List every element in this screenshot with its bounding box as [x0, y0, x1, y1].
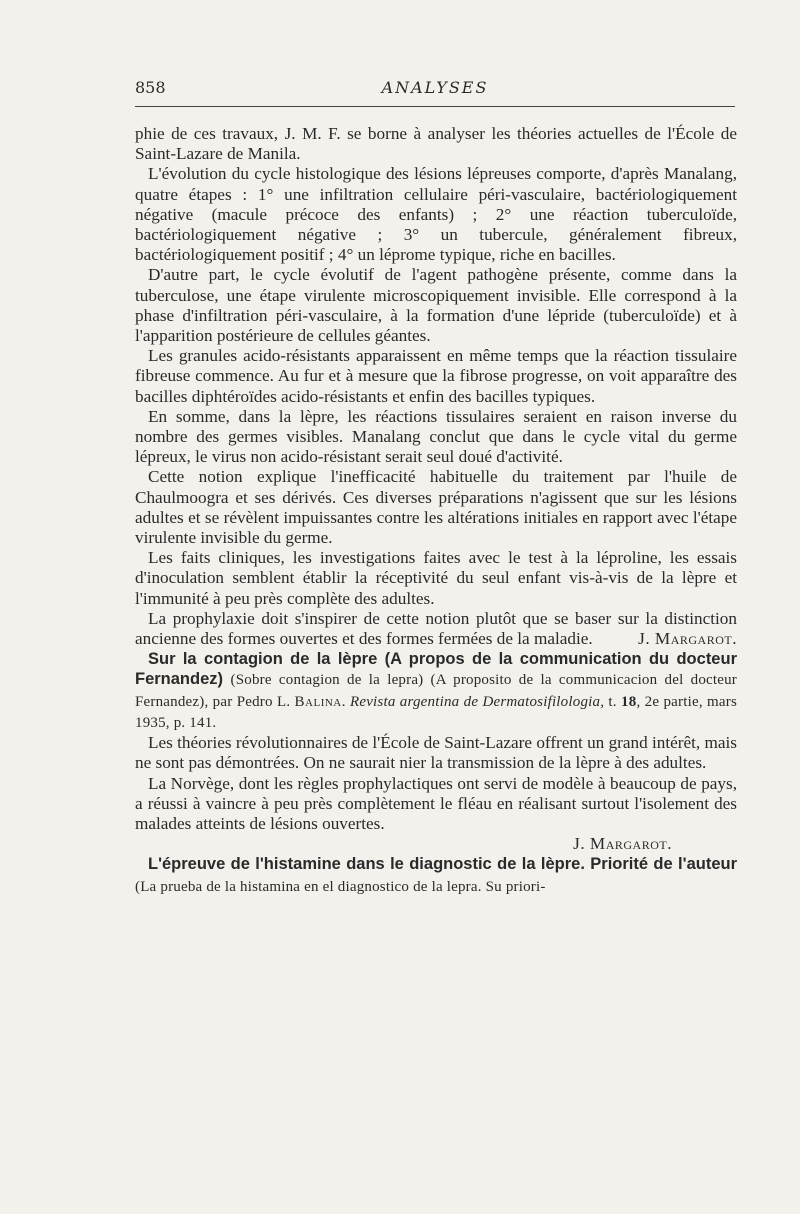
article-heading: [135, 649, 737, 733]
paragraph: Les granules acido-résistants apparaissent en même temps que la réaction tissulaire fibreuse commence. Au fur et à mesure que la fibrose progresse, on voit apparaître des bacilles diphtéroïdes acido-résistants et enfin des bacilles typiques.: [135, 346, 737, 406]
paragraph: La Norvège, dont les règles prophylactiques ont servi de modèle à beaucoup de pays, a réussi à vaincre à peu près complètement le fléau en réalisant surtout l'isolement des malades atteints de lésions ouvertes.: [135, 773, 737, 833]
paragraph: En somme, dans la lèpre, les réactions tissulaires seraient en raison inverse du nombre des germes visibles. Manalang conclut que dans le cycle vital du germe lépreux, le virus non acido-résistant serait seul doué d'activité.: [135, 406, 737, 467]
signature: J. Margarot.: [573, 834, 672, 854]
paragraph: phie de ces travaux, J. M. F. se borne à analyser les théories actuelles de l'École de Saint-Lazare de Manila.: [135, 124, 737, 164]
article-author: Balina: [294, 693, 342, 710]
header-rule: [135, 106, 735, 107]
paragraph: Cette notion explique l'inefficacité habituelle du traitement par l'huile de Chaulmoogra et ses dérivés. Ces diverses préparations n'agissent que sur les lésions adultes et se révèlent impuissantes contre les altérations initiales en rapport avec l'étape virulente invisible du germe.: [135, 467, 737, 548]
paragraph: L'évolution du cycle histologique des lésions lépreuses comporte, d'après Manalang, quatre étapes : 1° une infiltration cellulaire péri-vasculaire, bactériologiquement négative (macule précoce des enfants) ; 2° une réaction tuberculoïde, bactériologiquement négative ; 3° un tubercule, généralement fibreux, bactériologiquement positif ; 4° un léprome typique, riche en bacilles.: [135, 164, 737, 265]
article-ref: (Sobre contagion de la lepra) (A proposito de la communicacion del docteur Fernandez), par Pedro L.: [135, 672, 737, 710]
paragraph: Les faits cliniques, les investigations faites avec le test à la léproline, les essais d'inoculation semblent établir la réceptivité du seul enfant vis-à-vis de la lèpre et l'immunité à peu près complète des adultes.: [135, 548, 737, 608]
article-ref: t.: [604, 693, 622, 710]
article-title: Sur la contagion de la lèpre (A propos de la communication du docteur Fernandez): [135, 650, 737, 689]
article-ref: .: [341, 693, 350, 710]
article-heading: [135, 854, 737, 896]
paragraph-text: La prophylaxie doit s'inspirer de cette notion plutôt que se baser sur la distinction ancienne des formes ouvertes et des formes fermées de la maladie.: [135, 608, 737, 649]
paragraph: D'autre part, le cycle évolutif de l'agent pathogène présente, comme dans la tuberculose, une étape virulente microscopiquement invisible. Elle correspond à la phase d'infiltration péri-vasculaire, à la formation d'une lépride (tuberculoïde) et à l'apparition postérieure de cellules géantes.: [135, 265, 737, 346]
page-number: 858: [135, 78, 166, 97]
article-volume: 18: [621, 693, 637, 710]
paragraph: Les théories révolutionnaires de l'École de Saint-Lazare offrent un grand intérêt, mais ne sont pas démontrées. On ne saurait nier la transmission de la lèpre à des adultes.: [135, 733, 737, 773]
signature: J. Margarot.: [638, 629, 737, 649]
page-header: [135, 78, 735, 102]
article-ref: (La prueba de la histamina en el diagnostico de la lepra. Su priori-: [135, 878, 546, 895]
page-body: [135, 124, 737, 897]
paragraph-last: [135, 609, 737, 649]
article-ref: , 2e partie, mars 1935, p. 141.: [135, 693, 737, 731]
article-title: L'épreuve de l'histamine dans le diagnostic de la lèpre. Priorité de l'auteur: [148, 855, 737, 874]
running-title: ANALYSES: [381, 78, 489, 97]
article-journal: Revista argentina de Dermatosifilologia,: [349, 693, 605, 710]
